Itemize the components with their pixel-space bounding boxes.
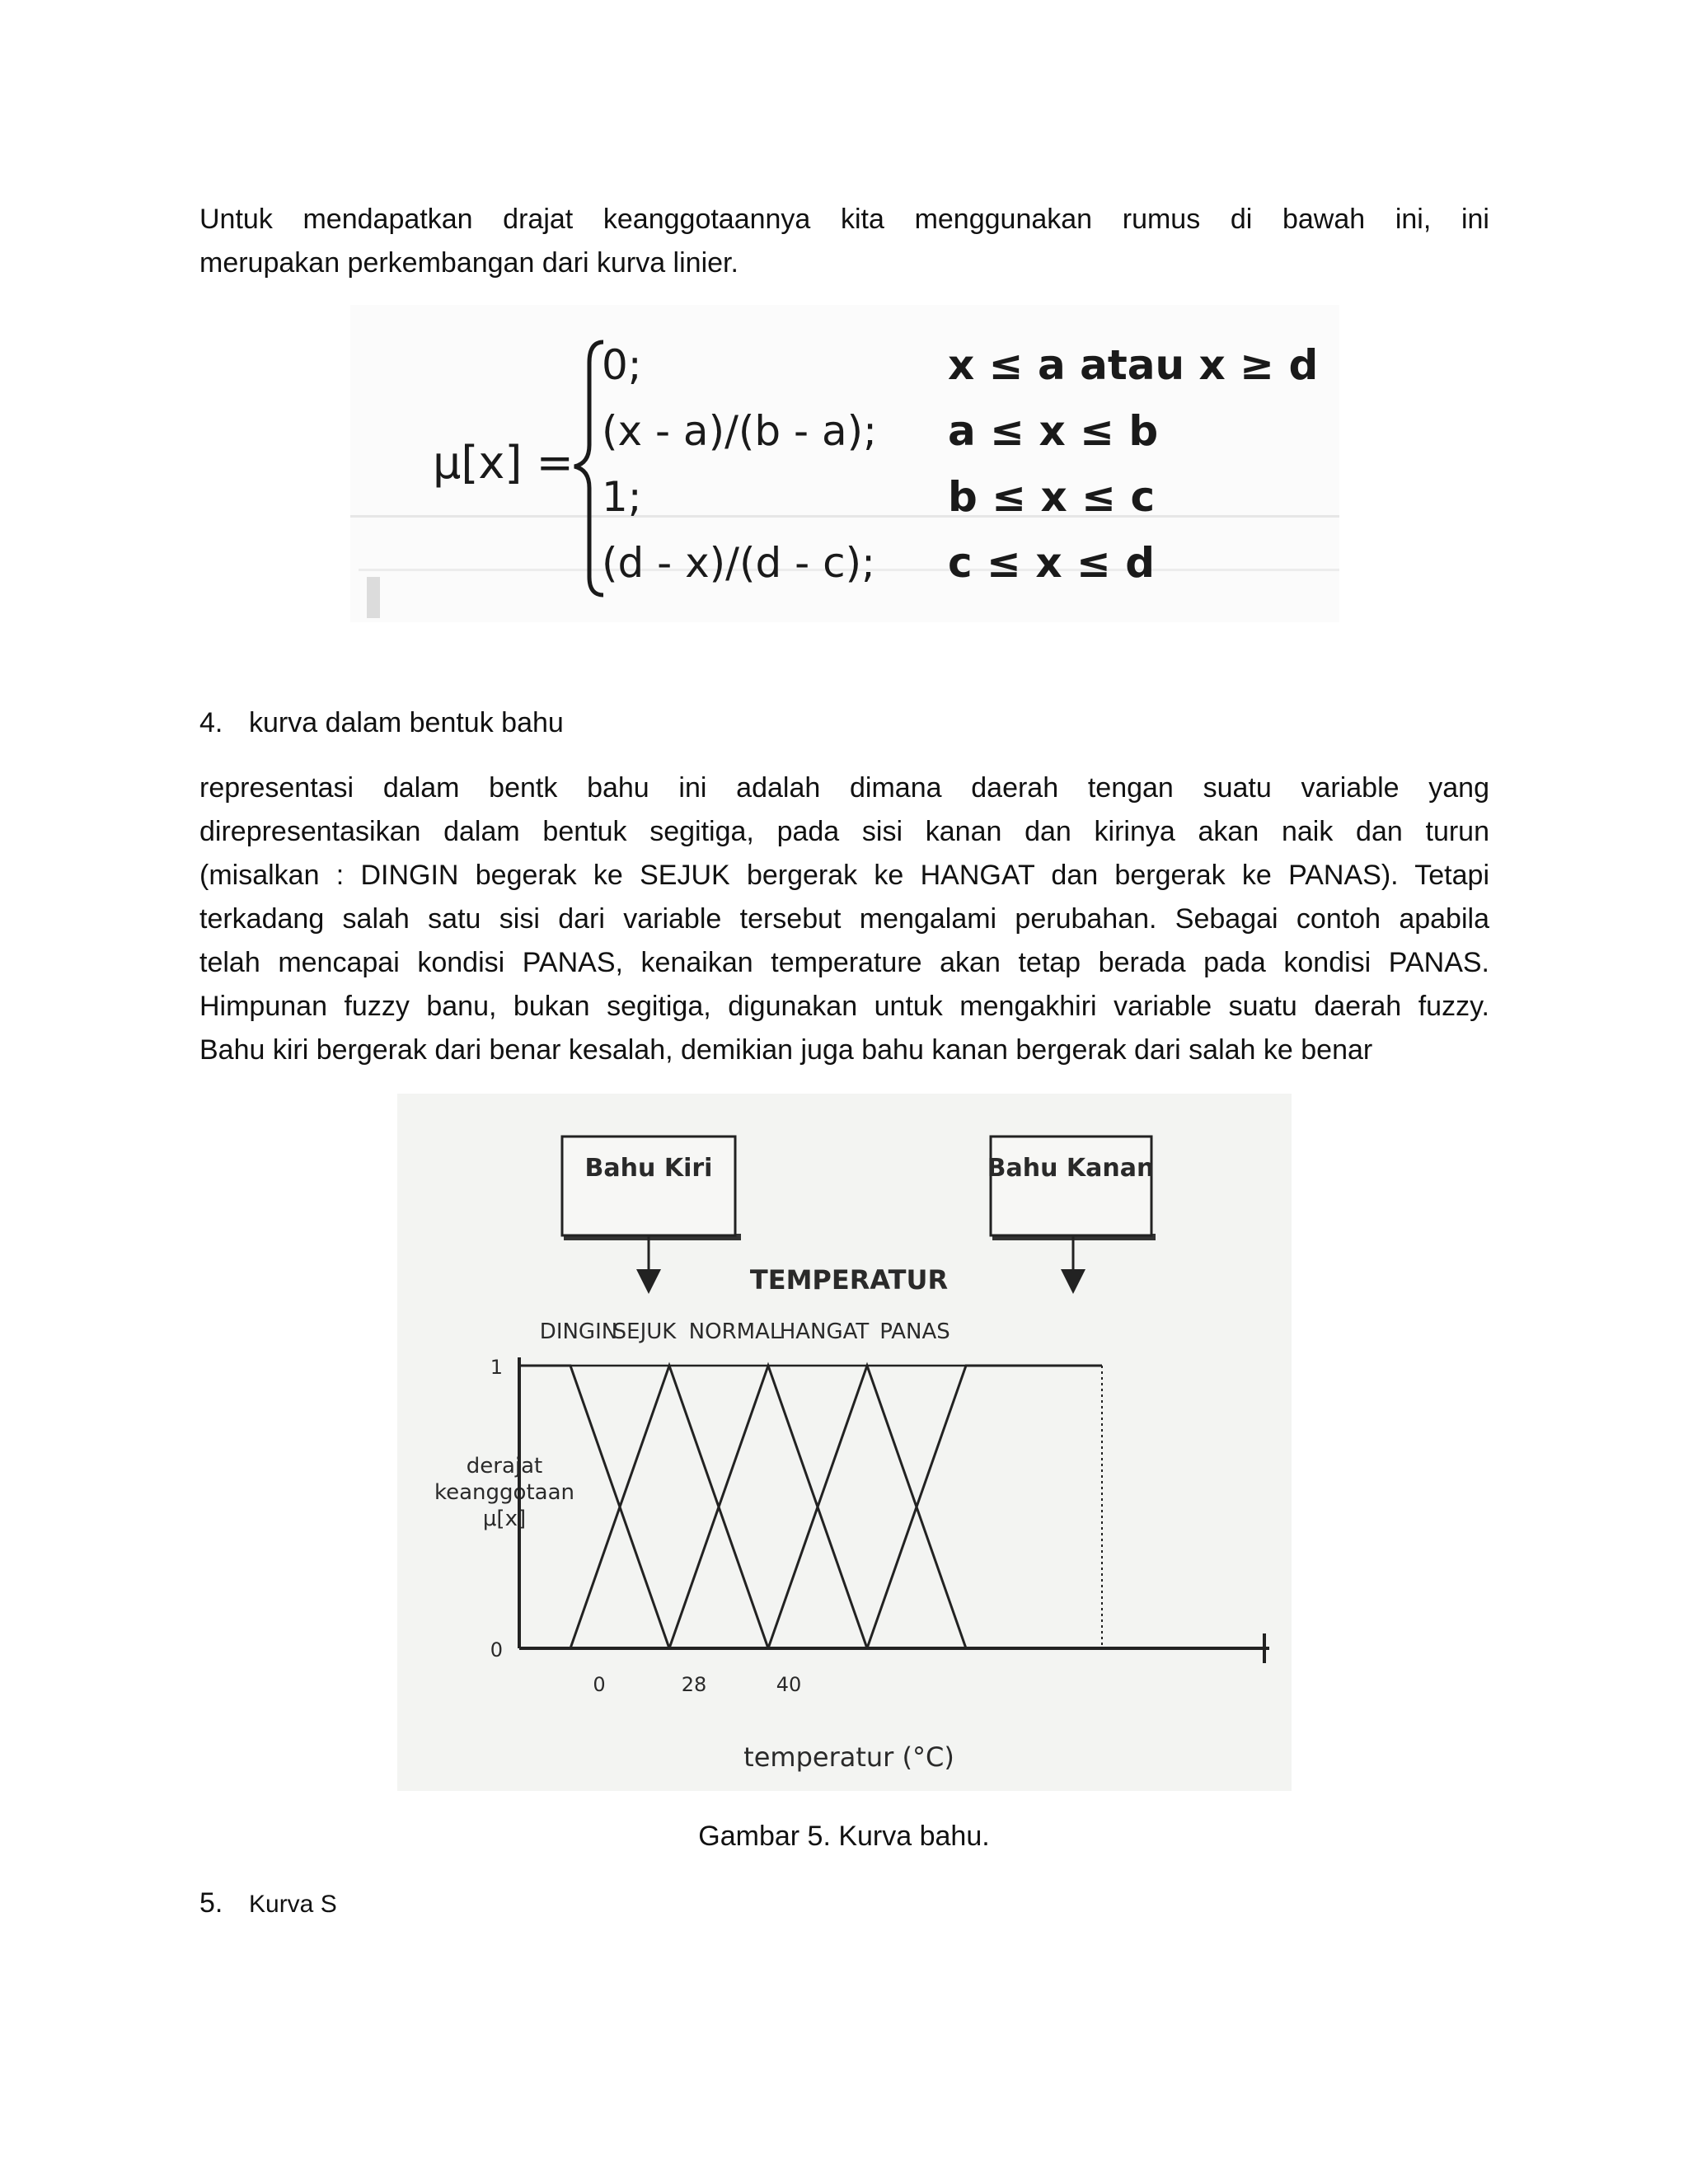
- formula-case-cond: c ≤ x ≤ d: [948, 539, 1156, 587]
- paragraph-line: (misalkan : DINGIN begerak ke SEJUK bergerak ke HANGAT dan bergerak ke PANAS). Tetapi: [199, 860, 1489, 891]
- series-sejuk-curve: [570, 1366, 768, 1648]
- intro-line: merupakan perkembangan dari kurva linier.: [199, 247, 738, 279]
- paragraph-line: Bahu kiri bergerak dari benar kesalah, demikian juga bahu kanan bergerak dari salah ke benar: [199, 1034, 1373, 1066]
- series-label: PANAS: [879, 1319, 950, 1344]
- shoulder-curve-chart: [397, 1094, 1292, 1791]
- annotation-box-right: [987, 1137, 1156, 1240]
- series-normal-curve: [669, 1366, 867, 1648]
- formula-case-cond: x ≤ a atau x ≥ d: [948, 341, 1319, 389]
- paragraph-line: terkadang salah satu sisi dari variable tersebut mengalami perubahan. Sebagai contoh apabila: [199, 903, 1489, 935]
- chart-svg: [397, 1094, 1292, 1791]
- formula-drawing: [350, 305, 1339, 622]
- figure-caption: Gambar 5. Kurva bahu.: [698, 1821, 990, 1852]
- formula-case-cond: b ≤ x ≤ c: [948, 473, 1156, 521]
- series-label: SEJUK: [612, 1319, 677, 1344]
- paragraph-line: representasi dalam bentk bahu ini adalah dimana daerah tengan suatu variable yang: [199, 772, 1489, 804]
- series-hangat-curve: [768, 1366, 966, 1648]
- series-label: NORMAL: [688, 1319, 782, 1344]
- formula-case-expr: 0;: [602, 341, 642, 389]
- intro-line: Untuk mendapatkan drajat keanggotaannya kita menggunakan rumus di bawah ini, ini: [199, 204, 1489, 235]
- paragraph-line: direpresentasikan dalam bentuk segitiga, pada sisi kanan dan kirinya akan naik dan turun: [199, 816, 1489, 847]
- intro-paragraph: [199, 198, 1489, 285]
- section-heading: [199, 701, 564, 745]
- shoulder-paragraph: [199, 766, 1489, 1072]
- paragraph-line: Himpunan fuzzy banu, bukan segitiga, digunakan untuk mengakhiri variable suatu daerah fuzzy.: [199, 991, 1489, 1022]
- x-tick-label: 0: [593, 1673, 606, 1696]
- section-heading: [199, 1882, 337, 1926]
- series-label: HANGAT: [779, 1319, 870, 1344]
- y-axis-label: derajat keanggotaan μ[x]: [434, 1454, 574, 1531]
- paragraph-line: telah mencapai kondisi PANAS, kenaikan temperature akan tetap berada pada kondisi PANAS.: [199, 947, 1489, 978]
- formula-case-expr: 1;: [602, 473, 642, 521]
- series-label: DINGIN: [539, 1319, 618, 1344]
- formula-case-expr: (x - a)/(b - a);: [602, 407, 877, 455]
- series-panas-curve: [867, 1366, 1102, 1648]
- annotation-box-left: [562, 1137, 741, 1240]
- annotation-label: Bahu Kanan: [987, 1154, 1155, 1183]
- membership-formula-figure: [350, 305, 1339, 622]
- chart-title: TEMPERATUR: [749, 1264, 949, 1296]
- x-axis-label: temperatur (°C): [743, 1741, 954, 1773]
- section-number: 4.: [199, 707, 223, 738]
- brace-shape: [574, 342, 603, 595]
- section-title: Kurva S: [249, 1891, 337, 1918]
- formula-case-cond: a ≤ x ≤ b: [948, 407, 1159, 455]
- x-tick-label: 40: [776, 1673, 802, 1696]
- section-number: 5.: [199, 1887, 223, 1919]
- formula-lhs: μ[x] =: [433, 437, 574, 489]
- x-tick-label: 28: [681, 1673, 707, 1696]
- plot-area: [490, 1319, 1269, 1696]
- section-title: kurva dalam bentuk bahu: [249, 707, 564, 738]
- y-tick-label: 1: [490, 1356, 503, 1379]
- series-dingin-curve: [519, 1366, 669, 1648]
- annotation-label: Bahu Kiri: [584, 1154, 713, 1183]
- formula-case-expr: (d - x)/(d - c);: [602, 539, 875, 587]
- y-tick-label: 0: [490, 1638, 503, 1661]
